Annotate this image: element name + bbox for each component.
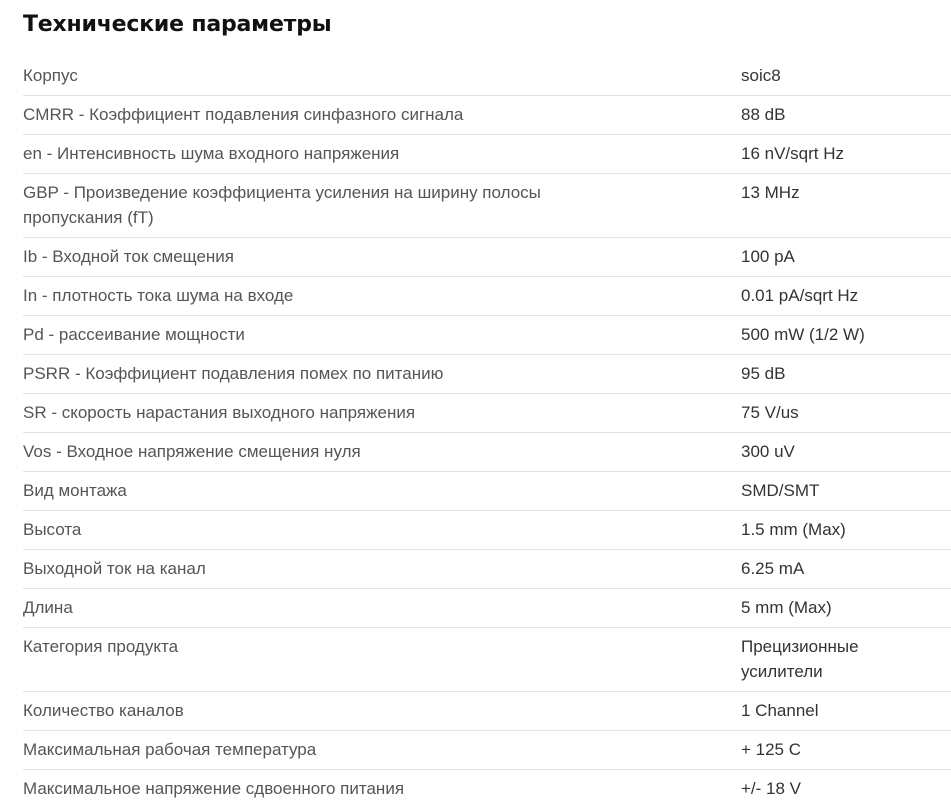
spec-param: Pd - рассеивание мощности — [23, 325, 245, 344]
spec-param: Выходной ток на канал — [23, 559, 206, 578]
spec-value: 88 dB — [741, 105, 786, 124]
spec-param: Ib - Входной ток смещения — [23, 247, 234, 266]
spec-row-category — [23, 628, 951, 692]
spec-param: Количество каналов — [23, 701, 184, 720]
spec-value: 1 Channel — [741, 701, 819, 720]
spec-value: Прецизионные усилители — [741, 637, 859, 681]
spec-param: PSRR - Коэффициент подавления помех по питанию — [23, 364, 444, 383]
spec-row-gbp — [23, 174, 951, 238]
spec-param: CMRR - Коэффициент подавления синфазного сигнала — [23, 105, 464, 124]
spec-param: GBP - Произведение коэффициента усиления на ширину полосы пропускания (fT) — [23, 183, 541, 227]
spec-row-sr — [23, 394, 951, 433]
spec-row-max-dual-supply — [23, 770, 951, 808]
spec-param: Длина — [23, 598, 73, 617]
spec-param: SR - скорость нарастания выходного напряжения — [23, 403, 416, 422]
spec-value: 100 pA — [741, 247, 795, 266]
spec-value: 95 dB — [741, 364, 786, 383]
spec-row-channels — [23, 692, 951, 731]
spec-value: 1.5 mm (Max) — [741, 520, 846, 539]
spec-param: en - Интенсивность шума входного напряжения — [23, 144, 400, 163]
spec-value: 75 V/us — [741, 403, 799, 422]
spec-param: Высота — [23, 520, 82, 539]
spec-value: +/- 18 V — [741, 779, 802, 798]
spec-row-vos — [23, 433, 951, 472]
spec-value: 6.25 mA — [741, 559, 805, 578]
spec-row-max-temp — [23, 731, 951, 770]
spec-value: 300 uV — [741, 442, 795, 461]
spec-row-in — [23, 277, 951, 316]
spec-value: 13 MHz — [741, 183, 800, 202]
spec-param: Vos - Входное напряжение смещения нуля — [23, 442, 361, 461]
spec-row-output-current — [23, 550, 951, 589]
section-title: Технические параметры — [23, 12, 332, 37]
spec-param: Корпус — [23, 66, 78, 85]
spec-value: 16 nV/sqrt Hz — [741, 144, 844, 163]
spec-row-mounting — [23, 472, 951, 511]
spec-value: 5 mm (Max) — [741, 598, 832, 617]
spec-param: In - плотность тока шума на входе — [23, 286, 294, 305]
spec-row-ib — [23, 238, 951, 277]
spec-row-psrr — [23, 355, 951, 394]
spec-row-cmrr — [23, 96, 951, 135]
spec-value: 0.01 pA/sqrt Hz — [741, 286, 859, 305]
spec-param: Вид монтажа — [23, 481, 127, 500]
spec-value: + 125 C — [741, 740, 802, 759]
spec-param: Максимальная рабочая температура — [23, 740, 317, 759]
spec-row-en — [23, 135, 951, 174]
spec-value: soic8 — [741, 66, 781, 85]
spec-row-pd — [23, 316, 951, 355]
spec-value: 500 mW (1/2 W) — [741, 325, 865, 344]
spec-row-package — [23, 57, 951, 96]
spec-value: SMD/SMT — [741, 481, 820, 500]
spec-row-height — [23, 511, 951, 550]
spec-param: Категория продукта — [23, 637, 179, 656]
spec-param: Максимальное напряжение сдвоенного питания — [23, 779, 405, 798]
specs-table — [23, 57, 951, 808]
spec-row-length — [23, 589, 951, 628]
